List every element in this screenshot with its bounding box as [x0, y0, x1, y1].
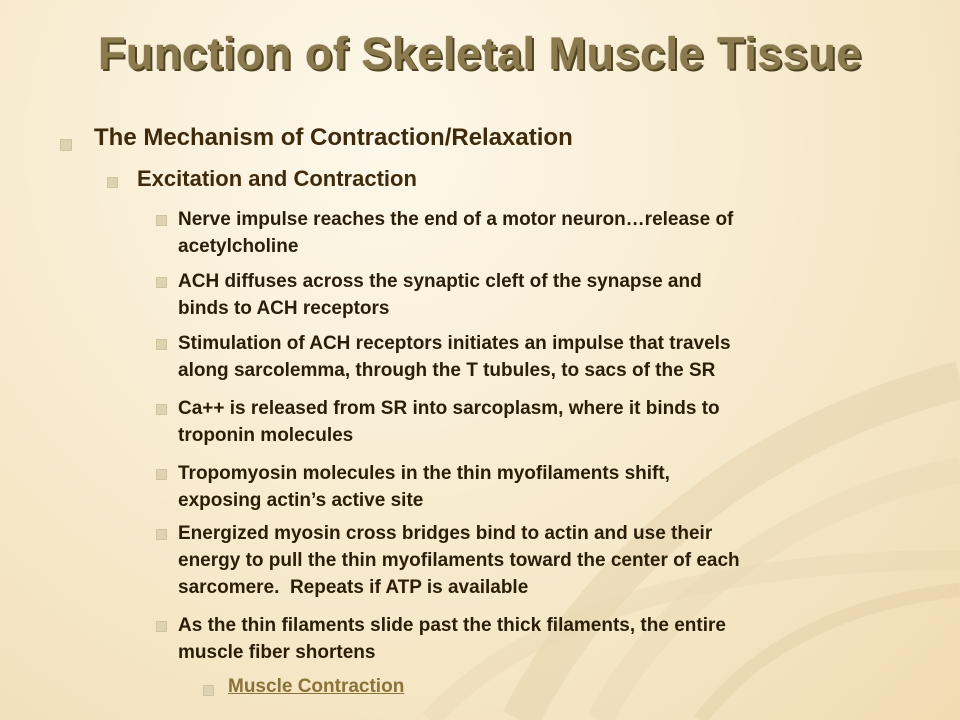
bullet-square-icon: [156, 469, 167, 480]
bullet-square-icon: [156, 215, 167, 226]
point-line: Tropomyosin molecules in the thin myofilaments shift,: [178, 463, 670, 484]
bullet-square-icon: [156, 339, 167, 350]
point-item: [178, 395, 720, 449]
point-line: sarcomere. Repeats if ATP is available: [178, 577, 529, 598]
point-line: exposing actin’s active site: [178, 490, 424, 511]
point-line: As the thin filaments slide past the thick filaments, the entire: [178, 615, 726, 636]
bullet-square-icon: [203, 685, 214, 696]
point-line: along sarcolemma, through the T tubules, to sacs of the SR: [178, 360, 716, 381]
bullet-square-icon: [156, 277, 167, 288]
bullet-square-icon: [107, 177, 118, 188]
point-line: acetylcholine: [178, 236, 299, 257]
point-line: troponin molecules: [178, 425, 354, 446]
point-item: [178, 612, 726, 666]
point-line: Ca++ is released from SR into sarcoplasm, where it binds to: [178, 398, 720, 419]
point-item: [178, 520, 740, 601]
point-line: Energized myosin cross bridges bind to actin and use their: [178, 523, 713, 544]
bullet-square-icon: [60, 139, 72, 151]
heading-bullet: The Mechanism of Contraction/Relaxation: [94, 124, 573, 151]
bullet-square-icon: [156, 621, 167, 632]
point-line: muscle fiber shortens: [178, 642, 376, 663]
muscle-contraction-link[interactable]: Muscle Contraction: [228, 676, 405, 697]
point-item: [178, 268, 702, 322]
point-line: ACH diffuses across the synaptic cleft of the synapse and: [178, 271, 702, 292]
subheading-bullet: Excitation and Contraction: [137, 166, 417, 191]
point-item: [178, 460, 670, 514]
bullet-square-icon: [156, 529, 167, 540]
bullet-square-icon: [156, 404, 167, 415]
slide-title: Function of Skeletal Muscle Tissue: [98, 28, 862, 79]
point-line: binds to ACH receptors: [178, 298, 390, 319]
point-item: [178, 330, 731, 384]
point-line: Nerve impulse reaches the end of a motor neuron…release of: [178, 209, 734, 230]
point-line: energy to pull the thin myofilaments toward the center of each: [178, 550, 740, 571]
point-item: [178, 206, 733, 260]
point-line: Stimulation of ACH receptors initiates an impulse that travels: [178, 333, 731, 354]
